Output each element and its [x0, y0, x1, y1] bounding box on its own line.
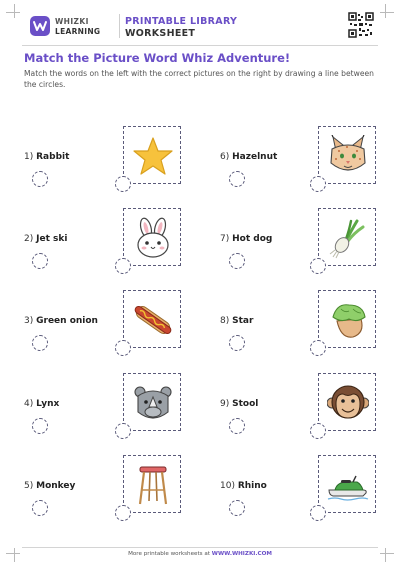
- rabbit-icon: [132, 217, 174, 259]
- picture-box: [318, 126, 376, 184]
- word-text: Jet ski: [36, 234, 68, 244]
- word-number: 9): [220, 399, 230, 409]
- word-item: [220, 316, 253, 326]
- word-item: [220, 399, 258, 409]
- answer-circle[interactable]: [115, 340, 131, 356]
- answer-circle[interactable]: [115, 423, 131, 439]
- hazelnut-icon: [327, 299, 369, 341]
- footer: [0, 551, 400, 557]
- word-text: Hot dog: [232, 234, 273, 244]
- library-label: PRINTABLE LIBRARY: [125, 16, 238, 27]
- word-item: [24, 481, 75, 491]
- answer-circle[interactable]: [229, 253, 245, 269]
- star-icon: [132, 135, 174, 177]
- picture-box: [123, 455, 181, 513]
- word-text: Hazelnut: [232, 152, 278, 162]
- word-text: Green onion: [36, 316, 98, 326]
- crop-mark: [14, 4, 15, 18]
- answer-circle[interactable]: [229, 500, 245, 516]
- word-text: Rabbit: [36, 152, 70, 162]
- word-item: [24, 234, 67, 244]
- monkey-icon: [327, 382, 369, 424]
- picture-box: [318, 373, 376, 431]
- word-item: [24, 152, 69, 162]
- word-number: 3): [24, 316, 34, 326]
- hot-dog-icon: [132, 299, 174, 341]
- word-item: [220, 152, 277, 162]
- word-text: Rhino: [237, 481, 267, 491]
- crop-mark: [6, 12, 20, 13]
- word-number: 1): [24, 152, 34, 162]
- answer-circle[interactable]: [229, 171, 245, 187]
- word-item: [220, 234, 272, 244]
- word-text: Lynx: [36, 399, 60, 409]
- picture-box: [318, 455, 376, 513]
- answer-circle[interactable]: [32, 418, 48, 434]
- picture-box: [123, 208, 181, 266]
- whizki-w-icon: [30, 16, 50, 36]
- green-onion-icon: [327, 217, 369, 259]
- picture-box: [318, 208, 376, 266]
- word-number: 2): [24, 234, 34, 244]
- word-number: 4): [24, 399, 34, 409]
- crop-mark: [385, 4, 386, 18]
- worksheet-label: WORKSHEET: [125, 28, 196, 39]
- answer-circle[interactable]: [32, 500, 48, 516]
- header-divider: [119, 14, 120, 38]
- word-text: Star: [232, 316, 254, 326]
- picture-box: [123, 290, 181, 348]
- answer-circle[interactable]: [229, 418, 245, 434]
- instructions: Match the words on the left with the correct pictures on the right by drawing a line between the circles.: [24, 69, 374, 89]
- answer-circle[interactable]: [310, 505, 326, 521]
- answer-circle[interactable]: [229, 335, 245, 351]
- word-text: Stool: [232, 399, 259, 409]
- word-number: 7): [220, 234, 230, 244]
- answer-circle[interactable]: [115, 505, 131, 521]
- footer-text: More printable worksheets at: [128, 551, 210, 557]
- word-item: [220, 481, 267, 491]
- word-number: 10): [220, 481, 235, 491]
- rhino-icon: [132, 382, 174, 424]
- word-item: [24, 316, 98, 326]
- footer-site-link[interactable]: WWW.WHIZKI.COM: [211, 551, 272, 557]
- answer-circle[interactable]: [310, 176, 326, 192]
- lynx-icon: [327, 135, 369, 177]
- word-number: 6): [220, 152, 230, 162]
- answer-circle[interactable]: [115, 176, 131, 192]
- worksheet-title: Match the Picture Word Whiz Adventure!: [24, 51, 291, 65]
- picture-box: [123, 373, 181, 431]
- jet-ski-icon: [327, 464, 369, 506]
- word-text: Monkey: [36, 481, 76, 491]
- answer-circle[interactable]: [32, 171, 48, 187]
- logo-text-bottom: LEARNING: [55, 27, 101, 36]
- answer-circle[interactable]: [32, 253, 48, 269]
- word-item: [24, 399, 59, 409]
- answer-circle[interactable]: [32, 335, 48, 351]
- answer-circle[interactable]: [310, 423, 326, 439]
- footer-rule: [22, 547, 378, 548]
- worksheet-header: [22, 10, 378, 44]
- word-number: 5): [24, 481, 34, 491]
- stool-icon: [132, 464, 174, 506]
- logo-text-top: WHIZKI: [55, 17, 89, 26]
- word-number: 8): [220, 316, 230, 326]
- answer-circle[interactable]: [115, 258, 131, 274]
- picture-box: [318, 290, 376, 348]
- picture-box: [123, 126, 181, 184]
- crop-mark: [380, 12, 394, 13]
- header-rule: [22, 45, 378, 46]
- answer-circle[interactable]: [310, 340, 326, 356]
- answer-circle[interactable]: [310, 258, 326, 274]
- qr-code-icon: [348, 12, 374, 38]
- whizki-logo: [30, 14, 116, 42]
